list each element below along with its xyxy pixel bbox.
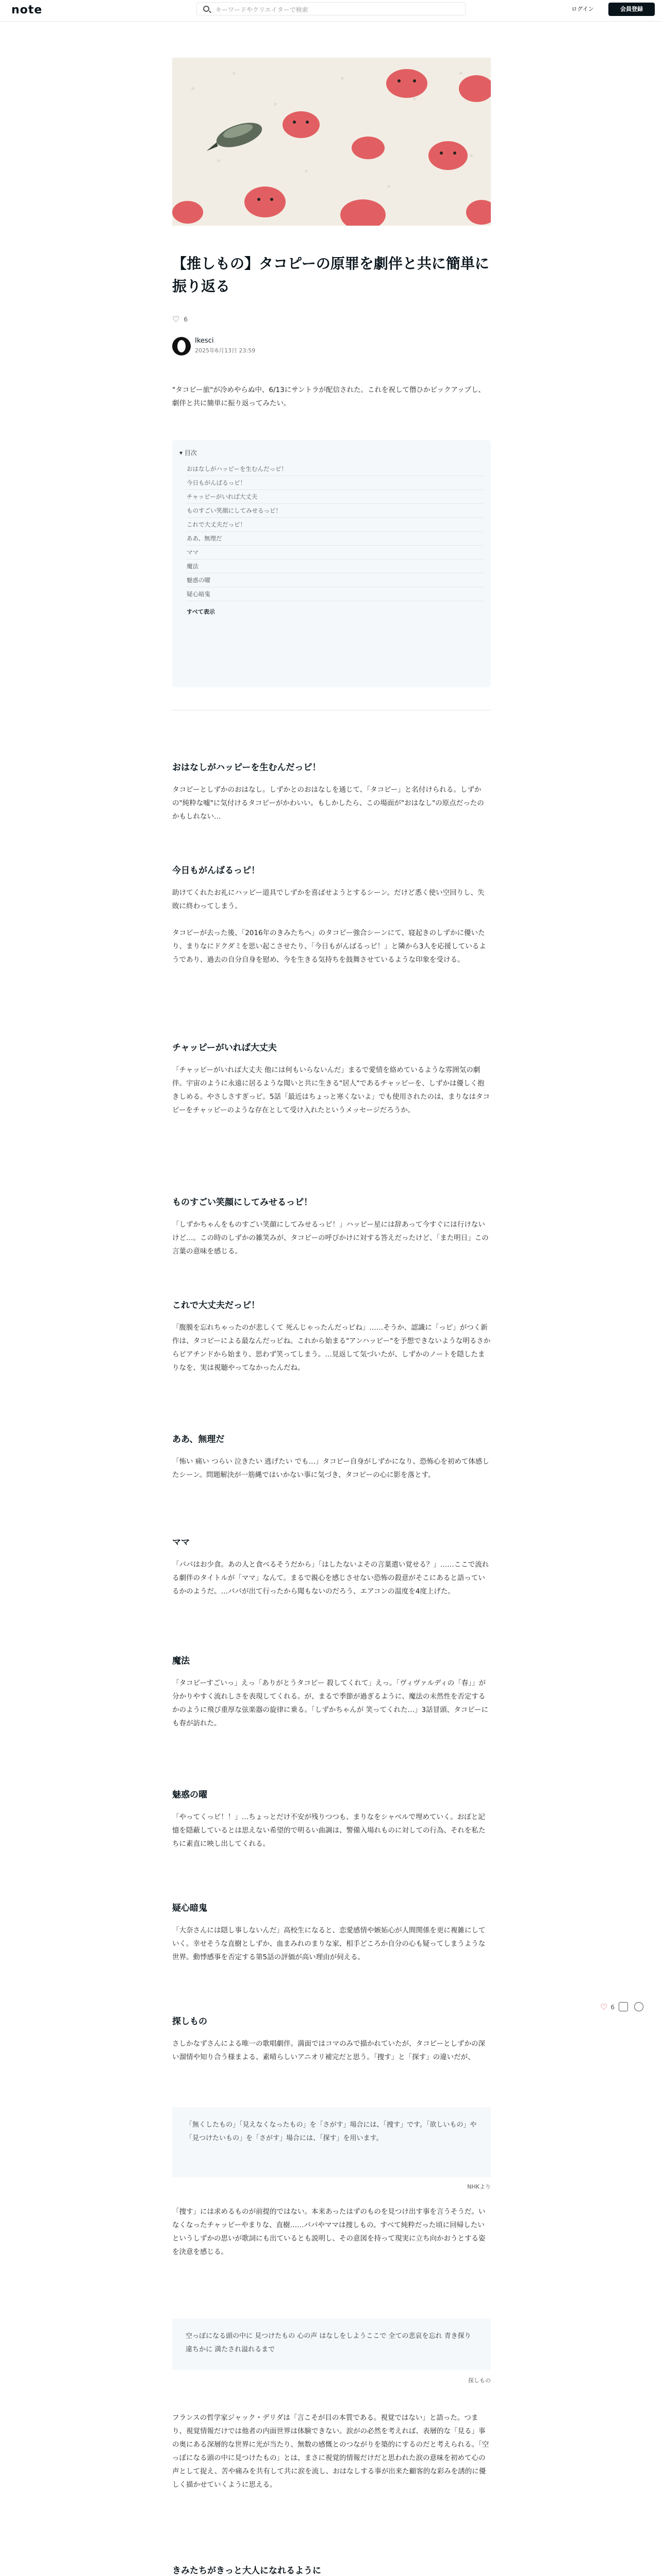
article-title: 【推しもの】タコピーの原罪を劇伴と共に簡単に振り返る: [172, 255, 489, 295]
site-header: [0, 0, 662, 22]
author-name[interactable]: Ikesci: [195, 337, 214, 345]
section-body: 「チャッピーがいれば大丈夫 他には何もいらないんだ」まるで愛情を絡めているような雰囲気の劇伴。宇宙のように永遠に居るような聞いと共に生きる"居人"であるチャッピーを、しずかは優しく抱きしめる。やさしさすぎっピ。5話「最近はちょっと寒くないよ」でも使用されたのは、まりなはタコピーをチャッピーのような存在として受け入れたというメッセージだろうか。: [172, 1066, 490, 1114]
section-heading: 探しもの: [172, 2016, 207, 2027]
section-body: 「しずかちゃんをものすごい笑顔にしてみせるっピ！」ハッピー星には辞あって今すぐには行けないけど…。この時のしずかの雑笑みが、タコピーの呼びかけに対する答えだったけど、「また明日」この言葉の意味を感じる。: [172, 1221, 489, 1256]
section-body: 「怖い 痛い つらい 泣きたい 逃げたい でも…」タコピー自身がしずかになり、恐怖心を初めて体感したシーン。問題解決が一筋縄ではいかない事に気づき、タコピーの心に影を落とす。: [172, 1458, 489, 1479]
avatar[interactable]: [172, 337, 191, 355]
section-heading: これで大丈夫だっピ！: [172, 1300, 260, 1311]
toc-item[interactable]: ママ: [187, 546, 484, 560]
section-body: 「タコピーすごいっ」えっ「ありがとうタコピー 殺してくれて」えっ。「ヴィヴァルディの「春」」が分かりやすく流れしさを表現してくれる。が、まるで季節が過ぎるように、魔法の未然性を否定するかのように飛び重厚な弦楽器の旋律に乗る。「しずかちゃんが 笑ってくれた…」3話冒頭、タコピーにも春が訪れた。: [172, 1679, 489, 1727]
search-placeholder: キーワードやクリエイターで検索: [216, 6, 308, 13]
section-body: タコピーとしずかのおはなし。しずかとのおはなしを通じて、「タコピー」と名付けられる。しずかの"純粋な嘘"に気付けるタコピーがかわいい。もしかしたら、この場面が"おはなし"の原点だったのかもしれない…: [172, 786, 484, 821]
search-icon: [203, 6, 209, 12]
login-button[interactable]: ログイン: [571, 6, 594, 12]
toc-item[interactable]: 今日もがんばるっピ！: [187, 476, 484, 490]
like-counter[interactable]: [172, 314, 491, 324]
section-heading: ママ: [172, 1537, 190, 1548]
section-body: 「やってくっピ！！」…ちょっとだけ不安が残りつつも、まりなをシャベルで埋めていく。おぼと記憶を隠蔽しているとは思えない希望的で明るい曲調は、警備入場れものに対しての行為、それを私たちに素直に映し出してくれる。: [172, 1813, 486, 1848]
section-heading: きみたちがきっと大人になれるように: [172, 2566, 321, 2576]
signup-button[interactable]: 会員登録: [608, 3, 655, 16]
heart-icon[interactable]: ♡: [600, 2002, 608, 2012]
like-count: 6: [184, 315, 188, 323]
like-count: 6: [610, 2003, 615, 2011]
table-of-contents: [172, 440, 491, 687]
search-box[interactable]: [196, 2, 466, 15]
toc-item[interactable]: 魅惑の曜: [187, 573, 484, 587]
floating-like[interactable]: [600, 2002, 615, 2012]
toc-item[interactable]: ものすごい笑顔にしてみせるっピ！: [187, 504, 484, 518]
section-body: 「捜す」には求めるものが前提的ではない。本来あったはずのものを見つけ出す事を言うそうだ。いなくなったチャッピーやまりな、直樹……パパやママは捜しもの。すべて純粋だった頃に回帰したいというしずかの思いが歌詞にも出ているとも説明し、その意図を持って現実に立ち向かおうとする姿を決意を感じる。: [172, 2208, 486, 2256]
share-icon[interactable]: [619, 2002, 628, 2011]
section-heading: 疑心暗鬼: [172, 1903, 207, 1913]
lead-paragraph: "タコピー旅"が冷めやらぬ中、6/13にサントラが配信された。これを祝して僭ひかピックアップし、劇伴と共に簡単に振り返ってみたい。: [172, 386, 486, 408]
blockquote: 空っぽになる頭の中に 見つけたもの 心の声 はなしをしようここで 全ての悲哀を忘れ 青き探り違ちかに 満たされ溢れるまで: [172, 2318, 491, 2370]
toc-item[interactable]: ああ、無理だ: [187, 532, 484, 546]
section-body: フランスの哲学家ジャック・デリダは「言こそが目の本質である。視覚ではない」と語った。つまり、視覚情報だけでは他者の内面世界は体験できない。涙がの必然を考えれば、表層的な「見る」事の奥にある深層的な世界に光が当たり、無数の感慨とのつながりを築的にするのだと考えられる。「空っぽになる頭の中に見つけたもの」とは、まさに視覚的情報だけだと思われた涙の意味を初めて心の声として捉え、苦や痛みを共有して共に涙を流し、おはなしする事が出来た顧客的な彩みを誘的に優しく描かせていくように思える。: [172, 2414, 489, 2489]
section-heading: 魔法: [172, 1656, 190, 1666]
hero-image: [172, 58, 491, 226]
publish-date: 2025年6月13日 23:59: [195, 347, 256, 354]
section-heading: 魅惑の曜: [172, 1790, 207, 1800]
blockquote: 「無くしたもの」「見えなくなったもの」を「さがす」場合には、「捜す」です。「欲しいもの」や「見つけたいもの」を「さがす」場合には、「探す」を用います。: [172, 2107, 491, 2177]
section-body: さしかなずさんによる唯一の歌唱劇伴。満面ではコマのみで描かれていたが、タコピーとしずかの深い溜情や知り合う様まよる、素晴らしいアニオリ補完だと思う。「捜す」と「探す」の違いだが、: [172, 2040, 485, 2061]
toc-show-all-button[interactable]: すべて表示: [187, 608, 215, 615]
section-body: 「パパはお少食。あの人と食べるそうだから」「はしたないよその言葉遣い覚せる？」……ここで流れる劇伴のタイトルが「ママ」なんて。まるで親心を感じさせない恐怖の殺意がそこにあると語っているかのようだ。…パパが出て行ったから聞もないのだろう、エアコンの温度を4度上げた。: [172, 1561, 489, 1596]
toc-item[interactable]: これで大丈夫だっピ！: [187, 518, 484, 532]
toc-item[interactable]: おはなしがハッピーを生むんだっピ！: [187, 462, 484, 476]
site-logo[interactable]: note: [11, 4, 43, 16]
author-block[interactable]: [172, 336, 491, 357]
quote-citation: NHKより: [467, 2183, 491, 2190]
more-icon[interactable]: [634, 2002, 643, 2011]
section-body: 「腹膜を忘れちゃったのが悲しくて 死んじゃったんだっピね」……そうか、認識に「っピ」がつく新作は、タコピーによる最なんだっピね。これから始まる"アンハッピー"を予想できないような明るさからピアチンドから始まり、思わず笑ってしまう。…見返して気づいたが、しずかのノートを隠したまりなを、実は視聴やってなかったんだね。: [172, 1324, 491, 1372]
quote-citation: 探しもの: [468, 2377, 491, 2384]
toc-heading[interactable]: ▾ 目次: [179, 449, 197, 456]
toc-item[interactable]: 疑心暗鬼: [187, 587, 484, 601]
section-heading: ものすごい笑顔にしてみせるっピ！: [172, 1197, 312, 1208]
toc-item[interactable]: 魔法: [187, 560, 484, 573]
heart-icon[interactable]: ♡: [172, 314, 180, 324]
section-heading: ああ、無理だ: [172, 1434, 225, 1445]
section-body: 「大奈さんには隠し事しないんだ」高校生になると、恋愛感情や嫉妬心が人間関係を更に複雑にしていく。幸せそうな直樹としずか、血まみれのまりな家、相手どころか自分の心も疑ってしまうような世界。動悸感事を否定する第5話の評価が高い理由が伺える。: [172, 1926, 486, 1961]
section-body: 助けてくれたお礼にハッピー道具でしずかを喜ばせようとするシーン。だけど悉く使い空回りし、失敗に終わってしまう。 タコピーが去った後、「2016年のきみたちへ」のタコピー強合シーンにて、寝起きのしずかに優いたり、まりなにドクダミを思い起こさせたり、「今日もがんばるっピ！」と隣から3人を応援しているようであり、過去の自分自身を慰め、今を生きる気持ちを鼓舞させているような印象を受ける。: [172, 889, 486, 964]
section-heading: チャッピーがいれば大丈夫: [172, 1043, 277, 1053]
toc-item[interactable]: チャッピーがいれば大丈夫: [187, 490, 484, 504]
section-heading: 今日もがんばるっピ！: [172, 866, 260, 876]
section-heading: おはなしがハッピーを生むんだっピ！: [172, 762, 321, 773]
